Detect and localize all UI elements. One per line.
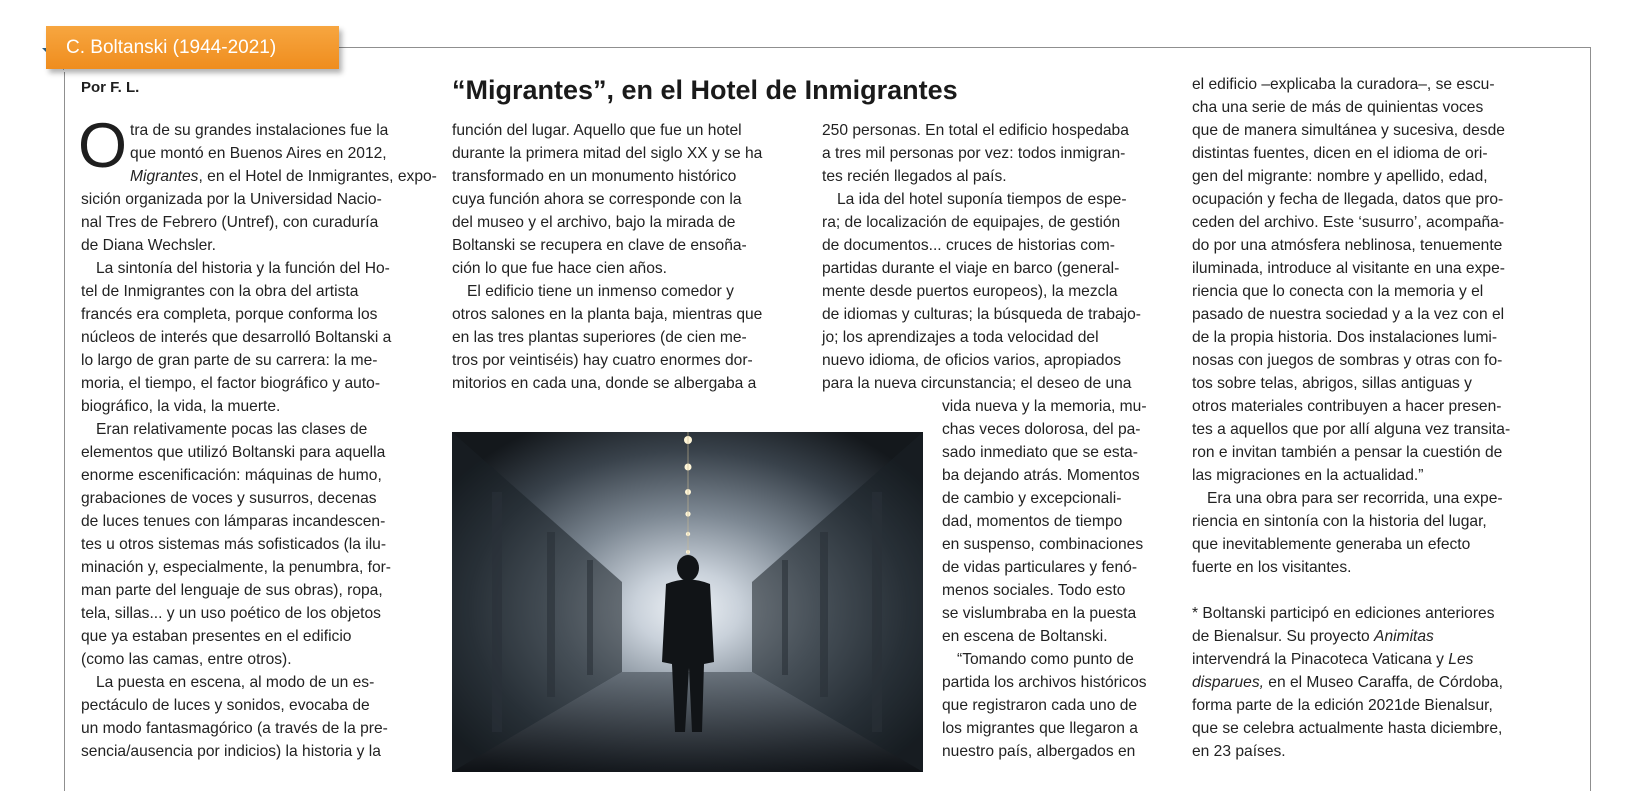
paragraph <box>81 418 411 671</box>
text-line: cha una serie de más de quinientas voces <box>1192 99 1484 116</box>
text-line: partidas durante el viaje en barco (general- <box>822 260 1120 277</box>
text-line: moria, el tiempo, el factor biográfico y auto- <box>81 375 381 392</box>
text-fragment: intervendrá la Pinacoteca Vaticana y <box>1192 651 1449 668</box>
text-line: francés era completa, porque conforma los <box>81 306 378 323</box>
text-line: otros salones en la planta baja, mientras que <box>452 306 763 323</box>
text-line: tes u otros sistemas más sofisticados (la ilu- <box>81 536 387 553</box>
text-line: ra; de localización de equipajes, de gestión <box>822 214 1121 231</box>
text-line: de la propia historia. Dos instalaciones lumi- <box>1192 329 1498 346</box>
text-line: las migraciones en la actualidad.” <box>1192 467 1424 484</box>
text-line: chas veces dolorosa, del pa- <box>942 421 1141 438</box>
text-line: jo; los aprendizajes a toda velocidad del <box>822 329 1099 346</box>
text-line: que de manera simultánea y sucesiva, desde <box>1192 122 1505 139</box>
text-line: pectáculo de luces y sonidos, evocaba de <box>81 697 370 714</box>
paragraph <box>452 280 782 395</box>
drop-cap: O <box>78 111 128 181</box>
text-line: nal Tres de Febrero (Untref), con curaduría <box>81 214 379 231</box>
text-line: sición organizada por la Universidad Nacio- <box>81 191 382 208</box>
text-fragment: de Bienalsur. Su proyecto <box>1192 628 1375 645</box>
text-line: que registraron cada uno de <box>942 697 1138 714</box>
text-line: biográfico, la vida, la muerte. <box>81 398 281 415</box>
frame-right-rule <box>1590 47 1591 791</box>
text-line: tela, sillas... y un uso poético de los objetos <box>81 605 381 622</box>
text-line: minación y, especialmente, la penumbra, for- <box>81 559 392 576</box>
text-line: en las tres plantas superiores (de cien me- <box>452 329 747 346</box>
frame-left-rule <box>64 72 65 791</box>
text-line: que ya estaban presentes en el edificio <box>81 628 352 645</box>
column-2 <box>452 119 782 395</box>
text-line <box>1192 625 1542 648</box>
text-fragment: , en el Hotel de Inmigrantes, expo- <box>198 168 437 185</box>
text-line: tes a aquellos que por allí alguna vez transita- <box>1192 421 1511 438</box>
text-line: do por una atmósfera neblinosa, tenuemente <box>1192 237 1503 254</box>
text-line: durante la primera mitad del siglo XX y se ha <box>452 145 763 162</box>
text-line: tos sobre telas, abrigos, sillas antiguas y <box>1192 375 1472 392</box>
text-line: ba dejando atrás. Momentos <box>942 467 1140 484</box>
column-3 <box>822 119 1172 763</box>
text-line: La ida del hotel suponía tiempos de espe- <box>837 191 1127 208</box>
text-line: 250 personas. En total el edificio hospedaba <box>822 122 1129 139</box>
text-line: elementos que utilizó Boltanski para aquella <box>81 444 386 461</box>
paragraph <box>452 119 782 280</box>
text-line: “Tomando como punto de <box>957 651 1134 668</box>
headline: “Migrantes”, en el Hotel de Inmigrantes <box>452 75 958 105</box>
text-line: nuestro país, albergados en <box>942 743 1136 760</box>
text-line: en escena de Boltanski. <box>942 628 1108 645</box>
section-tab: C. Boltanski (1944-2021) <box>46 26 339 69</box>
text-line: ron e invitan también a pensar la cuestión de <box>1192 444 1503 461</box>
text-line: de idiomas y culturas; la búsqueda de trabajo- <box>822 306 1141 323</box>
paragraph <box>1192 487 1542 579</box>
text-line: de Diana Wechsler. <box>81 237 216 254</box>
text-line: (como las camas, entre otros). <box>81 651 292 668</box>
text-line: iluminada, introduce al visitante en una expe- <box>1192 260 1505 277</box>
text-line: ocupación y fecha de llegada, datos que pro- <box>1192 191 1504 208</box>
text-line: Boltanski se recupera en clave de ensoña- <box>452 237 747 254</box>
text-line: que montó en Buenos Aires en 2012, <box>130 145 387 162</box>
text-line: los migrantes que llegaron a <box>942 720 1138 737</box>
text-fragment: en el Museo Caraffa, de Córdoba, <box>1263 674 1503 691</box>
text-line: de documentos... cruces de historias com- <box>822 237 1115 254</box>
text-line: dad, momentos de tiempo <box>942 513 1123 530</box>
text-line: tes recién llegados al país. <box>822 168 1007 185</box>
text-line: otros materiales contribuyen a hacer presen- <box>1192 398 1502 415</box>
text-line: nosas con juegos de sombras y otras con fo- <box>1192 352 1503 369</box>
text-line: Era una obra para ser recorrida, una expe- <box>1207 490 1503 507</box>
column-1 <box>78 111 437 763</box>
text-line: el edificio –explicaba la curadora–, se escu- <box>1192 76 1495 93</box>
text-line: enorme escenificación: máquinas de humo, <box>81 467 382 484</box>
paragraph <box>81 671 411 763</box>
text-line: riencia que lo conecta con la memoria y el <box>1192 283 1484 300</box>
paragraph-wrap <box>822 395 1172 648</box>
text-line: del museo y el archivo, bajo la mirada de <box>452 214 736 231</box>
column-4 <box>1192 73 1542 763</box>
text-line: grabaciones de voces y susurros, decenas <box>81 490 377 507</box>
text-line: riencia en sintonía con la historia del lugar, <box>1192 513 1487 530</box>
text-line: de luces tenues con lámparas incandescen- <box>81 513 386 530</box>
text-line: sencia/ausencia por indicios) la historia y la <box>81 743 381 760</box>
text-line: de cambio y excepcionali- <box>942 490 1122 507</box>
text-line: lo largo de gran parte de su carrera: la me- <box>81 352 378 369</box>
paragraph <box>1192 73 1542 487</box>
text-line: en suspenso, combinaciones <box>942 536 1144 553</box>
artwork-title: disparues, <box>1192 674 1264 691</box>
text-line: El edificio tiene un inmenso comedor y <box>467 283 734 300</box>
text-line: de vidas particulares y fenó- <box>942 559 1138 576</box>
text-line: distintas fuentes, dicen en el idioma de ori- <box>1192 145 1488 162</box>
text-line: un modo fantasmagórico (a través de la pre- <box>81 720 388 737</box>
text-line: vida nueva y la memoria, mu- <box>942 398 1147 415</box>
text-line: Eran relativamente pocas las clases de <box>96 421 368 438</box>
text-line: núcleos de interés que desarrolló Boltanski a <box>81 329 392 346</box>
text-line: man parte del lenguaje de sus obras), ropa, <box>81 582 383 599</box>
text-line: * Boltanski participó en ediciones anteriores <box>1192 605 1495 622</box>
text-line: La puesta en escena, al modo de un es- <box>96 674 375 691</box>
text-line: sado inmediato que se esta- <box>942 444 1138 461</box>
text-line: forma parte de la edición 2021de Bienalsur, <box>1192 697 1493 714</box>
frame-top-rule <box>332 47 1590 48</box>
artwork-title: Migrantes <box>130 168 199 185</box>
text-line: que inevitablemente generaba un efecto <box>1192 536 1471 553</box>
paragraph <box>822 188 1172 395</box>
text-line: ceden del archivo. Este ‘susurro’, acompaña- <box>1192 214 1505 231</box>
text-line: La sintonía del historia y la función del Ho- <box>96 260 390 277</box>
text-line: transformado en un monumento histórico <box>452 168 737 185</box>
text-line <box>1192 648 1542 671</box>
text-line: partida los archivos históricos <box>942 674 1147 691</box>
artwork-title: Les <box>1448 651 1474 668</box>
text-line: que se celebra actualmente hasta diciembre, <box>1192 720 1503 737</box>
footnote <box>1192 602 1542 763</box>
text-line: fuerte en los visitantes. <box>1192 559 1352 576</box>
text-line: en 23 países. <box>1192 743 1286 760</box>
text-line: tros por veintiséis) hay cuatro enormes dor- <box>452 352 753 369</box>
text-line: pasado de nuestra sociedad y a la vez con el <box>1192 306 1505 323</box>
text-line: nuevo idioma, de oficios varios, apropiados <box>822 352 1122 369</box>
text-line: se vislumbraba en la puesta <box>942 605 1137 622</box>
text-line: tra de su grandes instalaciones fue la <box>130 122 389 139</box>
text-line: cuya función ahora se corresponde con la <box>452 191 742 208</box>
footnote-rest <box>1192 694 1542 763</box>
paragraph <box>822 119 1172 188</box>
text-line: menos sociales. Todo esto <box>942 582 1126 599</box>
text-line: gen del migrante: nombre y apellido, edad, <box>1192 168 1488 185</box>
text-line: función del lugar. Aquello que fue un hotel <box>452 122 742 139</box>
text-line: tel de Inmigrantes con la obra del artista <box>81 283 359 300</box>
text-line: mitorios en cada una, donde se albergaba a <box>452 375 757 392</box>
text-line <box>81 165 437 188</box>
text-line: mente desde puertos europeos), la mezcla <box>822 283 1118 300</box>
text-line: ción lo que fue hace cien años. <box>452 260 668 277</box>
text-line: para la nueva circunstancia; el deseo de una <box>822 375 1132 392</box>
paragraph <box>822 648 1172 763</box>
byline: Por F. L. <box>81 79 140 96</box>
paragraph <box>81 257 411 418</box>
text-line <box>1192 671 1542 694</box>
artwork-title: Animitas <box>1374 628 1434 645</box>
text-line: a tres mil personas por vez: todos inmigran- <box>822 145 1126 162</box>
